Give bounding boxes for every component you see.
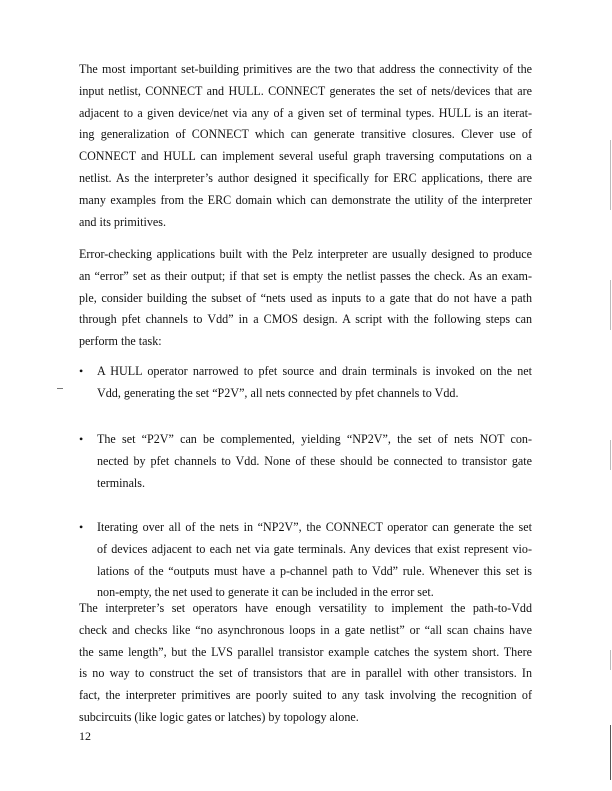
bullet-item-complement xyxy=(97,429,532,494)
bullet-item-hull xyxy=(97,361,532,405)
text-line: The interpreter’s set operators have enough versatility to implement the path-to-Vdd xyxy=(79,601,532,615)
bullet-marker: • xyxy=(79,520,84,534)
text-line: Iterating over all of the nets in “NP2V”, the CONNECT operator can generate the set xyxy=(97,520,532,534)
paragraph-set-operators xyxy=(79,598,532,729)
text-line: of devices adjacent to each net via gate terminals. Any devices that exist represent vio- xyxy=(97,541,532,556)
text-line: check and checks like “no asynchronous loops in a gate netlist” or “all scan chains have xyxy=(79,622,532,637)
text-line: input netlist, CONNECT and HULL. CONNECT generates the set of nets/devices that are xyxy=(79,83,532,98)
page-number: 12 xyxy=(79,729,91,743)
text-line: through pfet channels to Vdd” in a CMOS design. A script with the following steps can xyxy=(79,312,532,327)
text-line: ple, consider building the subset of “nets used as inputs to a gate that do not have a path xyxy=(79,290,532,305)
text-line: netlist. As the interpreter’s author designed it specifically for ERC applications, there are xyxy=(79,170,532,185)
text-line: CONNECT and HULL can implement several useful graph traversing computations on a xyxy=(79,149,532,164)
text-line: Error-checking applications built with the Pelz interpreter are usually designed to produce xyxy=(79,247,532,261)
text-line: perform the task: xyxy=(79,334,162,349)
scan-edge-mark xyxy=(610,725,611,780)
text-line: many examples from the ERC domain which can demonstrate the utility of the interpreter xyxy=(79,192,532,207)
text-line: The most important set-building primitives are the two that address the connectivity of the xyxy=(79,62,532,76)
scan-mark xyxy=(57,388,63,389)
text-line: terminals. xyxy=(97,475,146,490)
scan-edge-mark xyxy=(610,280,611,330)
text-line: the same length”, but the LVS parallel transistor example catches the system short. There xyxy=(79,644,532,659)
scan-edge-mark xyxy=(610,650,611,670)
text-line: fact, the interpreter primitives are poorly suited to any task involving the recognition of xyxy=(79,688,532,703)
scan-edge-mark xyxy=(610,440,611,470)
text-line: ing generalization of CONNECT which can generate transitive closures. Clever use of xyxy=(79,127,532,142)
text-line: A HULL operator narrowed to pfet source and drain terminals is invoked on the net xyxy=(97,364,532,378)
text-line: Vdd, generating the set “P2V”, all nets connected by pfet channels to Vdd. xyxy=(97,385,459,400)
text-line: non-empty, the net used to generate it can be included in the error set. xyxy=(97,585,434,600)
text-line: adjacent to a given device/net via any of a given set of terminal types. HULL is an iterat- xyxy=(79,105,532,120)
text-line: an “error” set as their output; if that set is empty the netlist passes the check. As an exam- xyxy=(79,268,532,283)
text-line: is no way to construct the set of transistors that are in parallel with other transistors. In xyxy=(79,666,532,681)
text-line: The set “P2V” can be complemented, yielding “NP2V”, the set of nets NOT con- xyxy=(97,432,532,446)
paragraph-error-checking xyxy=(79,244,532,353)
scan-edge-mark xyxy=(610,140,611,210)
bullet-marker: • xyxy=(79,364,84,378)
text-line: lations of the “outputs must have a p-channel path to Vdd” rule. Whenever this set is xyxy=(97,563,532,578)
text-line: subcircuits (like logic gates or latches) by topology alone. xyxy=(79,709,359,724)
bullet-item-connect xyxy=(97,517,532,604)
paragraph-connectivity-primitives xyxy=(79,59,532,233)
text-line: nected by pfet channels to Vdd. None of these should be connected to transistor gate xyxy=(97,453,532,468)
text-line: and its primitives. xyxy=(79,214,167,229)
bullet-marker: • xyxy=(79,432,84,446)
